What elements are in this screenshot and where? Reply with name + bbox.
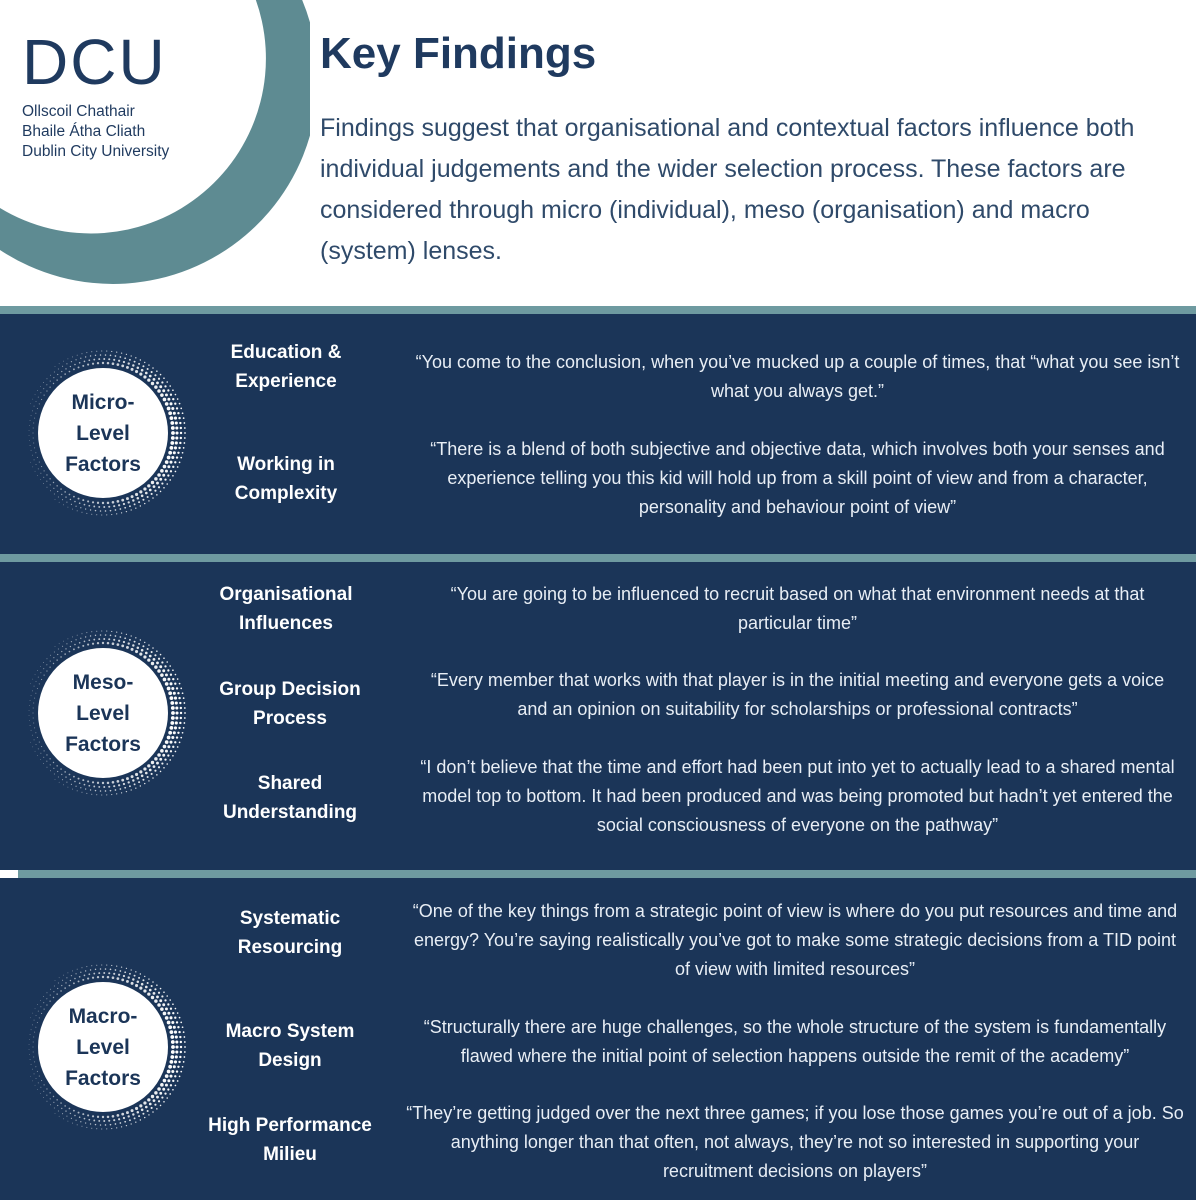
separator-meso-macro (18, 870, 1196, 878)
factor-macro-system-design: Macro System Design (225, 1021, 355, 1071)
quote-systematic-resourcing: “One of the key things from a strategic point of view is where do you put resources and time and energy? You’re saying realistically you’ve got to make some strategic decisions from a TID point of view with limited resources” (412, 901, 1178, 979)
logo-line-english: Dublin City University (22, 143, 170, 160)
macro-level-circle (38, 982, 168, 1112)
factor-systematic-resourcing: Systematic Resourcing (237, 908, 343, 958)
quote-working-complexity: “There is a blend of both subjective and objective data, which involves both your senses and experience telling you this kid will hold up from a skill point of view and from a character, personality and behaviour point of view” (430, 439, 1165, 517)
quote-shared-understanding: “I don’t believe that the time and effort had been put into yet to actually lead to a shared mental model top to bottom. It had been produced and was being promoted but hadn’t yet entered the social consciousness of everyone on the pathway” (420, 757, 1175, 835)
factor-working-complexity: Working in Complexity (234, 454, 338, 504)
logo-line-irish-1: Ollscoil Chathair (22, 103, 135, 120)
header (0, 0, 1196, 306)
quote-organisational-influences: “You are going to be influenced to recruit based on what that environment needs at that particular time” (450, 584, 1145, 633)
quote-group-decision-process: “Every member that works with that player is in the initial meeting and everyone gets a voice and an opinion on suitability for scholarships or professional contracts” (430, 670, 1165, 719)
quote-macro-system-design: “Structurally there are huge challenges, so the whole structure of the system is fundamentally flawed where the initial point of selection happens outside the remit of the academy” (423, 1017, 1167, 1066)
micro-level-circle (38, 368, 168, 498)
page-title: Key Findings (320, 29, 597, 78)
intro-paragraph: Findings suggest that organisational and contextual factors influence both individual judgements and the wider selection process. These factors are considered through micro (individual), meso (organisation) and macro (system) lenses. (320, 114, 1135, 265)
factor-group-decision-process: Group Decision Process (219, 679, 361, 729)
quote-education-experience: “You come to the conclusion, when you’ve mucked up a couple of times, that “what you see isn’t what you always get.” (415, 352, 1180, 401)
factor-organisational-influences: Organisational Influences (219, 584, 353, 634)
logo-wordmark: DCU (22, 26, 167, 98)
factor-shared-understanding: Shared Understanding (222, 773, 358, 823)
meso-level-circle (38, 648, 168, 778)
separator-top (0, 306, 1196, 314)
meso-level-label: Meso- Level Factors (65, 670, 141, 756)
dcu-logo (22, 26, 170, 162)
factor-education-experience: Education & Experience (230, 342, 342, 392)
logo-line-irish-2: Bhaile Átha Cliath (22, 123, 146, 140)
micro-level-label: Micro- Level Factors (65, 390, 141, 476)
factor-high-performance-milieu: High Performance Milieu (208, 1115, 372, 1165)
quote-high-performance-milieu: “They’re getting judged over the next three games; if you lose those games you’re out of a job. So anything longer than that often, not always, they’re not so interested in supporting your recruitment decisions on players” (406, 1103, 1184, 1181)
macro-level-label: Macro- Level Factors (65, 1004, 141, 1090)
separator-micro-meso (0, 554, 1196, 562)
